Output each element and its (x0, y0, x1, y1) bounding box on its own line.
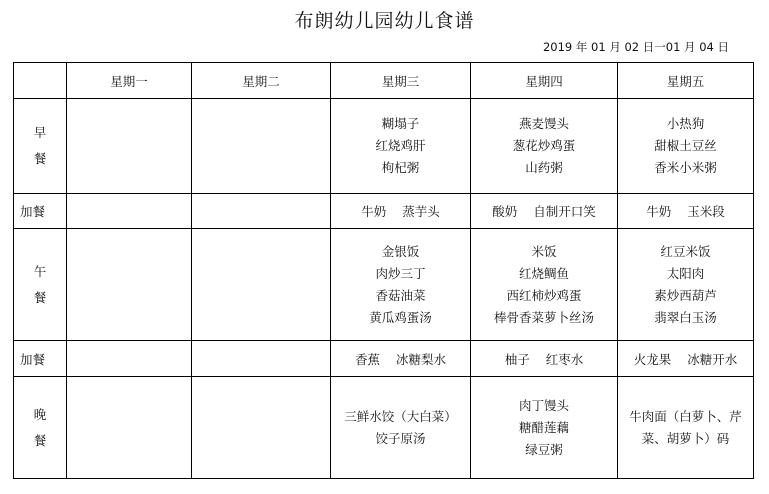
snack2-mon (67, 341, 192, 377)
menu-item: 牛奶 (361, 204, 387, 219)
snack1-mon (67, 194, 192, 229)
dinner-wed (331, 377, 471, 479)
menu-item: 太阳肉 (666, 265, 705, 281)
menu-item: 三鲜水饺（大白菜） (344, 408, 457, 424)
breakfast-tue (192, 99, 331, 194)
lunch-label: 午 餐 (14, 229, 67, 341)
menu-item: 金银饭 (381, 243, 420, 259)
menu-item: 糊塌子 (381, 116, 420, 131)
corner-cell (14, 63, 67, 99)
lunch-tue (192, 229, 331, 341)
snack1-label: 加餐 (14, 194, 67, 229)
day-header-wed: 星期三 (331, 63, 471, 99)
menu-item: 葱花炒鸡蛋 (512, 138, 576, 153)
menu-item: 香米小米粥 (654, 160, 717, 175)
day-header-tue: 星期二 (192, 63, 331, 99)
menu-item: 小热狗 (666, 116, 705, 131)
menu-item: 红烧鸡肝 (375, 138, 426, 153)
lunch-wed (331, 229, 471, 341)
menu-item: 牛肉面（白萝卜、芹菜、胡萝卜）码 (629, 408, 742, 446)
lunch-thu (471, 229, 618, 341)
snack1-thu (471, 194, 618, 229)
dinner-tue (192, 377, 331, 479)
day-header-thu: 星期四 (471, 63, 618, 99)
menu-item: 香蕉 (354, 351, 380, 367)
snack2-label: 加餐 (14, 341, 67, 377)
menu-item: 自制开口笑 (533, 204, 596, 219)
menu-item: 米饭 (531, 243, 557, 259)
menu-item: 枸杞粥 (381, 160, 420, 175)
breakfast-mon (67, 99, 192, 194)
snack2-wed (331, 341, 471, 377)
menu-item: 红烧鲷鱼 (518, 265, 569, 281)
lunch-row (14, 229, 754, 341)
dinner-mon (67, 377, 192, 479)
snack2-tue (192, 341, 331, 377)
menu-item: 酸奶 (492, 204, 518, 219)
snack1-row (14, 194, 754, 229)
dinner-thu (471, 377, 618, 479)
menu-table (13, 62, 754, 479)
menu-item: 蒸芋头 (402, 204, 440, 219)
menu-item: 翡翠白玉汤 (654, 309, 717, 325)
snack1-fri (618, 194, 754, 229)
date-range: 2019 年 01 月 02 日一01 月 04 日 (542, 40, 729, 54)
snack1-wed (331, 194, 471, 229)
menu-item: 棒骨香菜萝卜丝汤 (493, 309, 594, 325)
dinner-row (14, 377, 754, 479)
menu-item: 冰糖开水 (687, 351, 738, 367)
menu-item: 柚子 (504, 351, 530, 367)
menu-item: 冰糖梨水 (396, 351, 447, 367)
breakfast-wed (331, 99, 471, 194)
header-row (14, 63, 754, 99)
breakfast-label: 早 餐 (14, 99, 67, 194)
snack2-thu (471, 341, 618, 377)
menu-item: 糖醋莲藕 (518, 419, 569, 435)
menu-item: 肉丁馒头 (518, 397, 569, 413)
snack2-row (14, 341, 754, 377)
menu-item: 素炒西葫芦 (654, 287, 717, 303)
menu-item: 饺子原汤 (375, 430, 426, 446)
menu-item: 香菇油菜 (375, 287, 426, 303)
snack1-tue (192, 194, 331, 229)
snack2-fri (618, 341, 754, 377)
dinner-label: 晚 餐 (14, 377, 67, 479)
day-header-fri: 星期五 (618, 63, 754, 99)
breakfast-row (14, 99, 754, 194)
page-title: 布朗幼儿园幼儿食谱 (294, 10, 475, 32)
dinner-fri (618, 377, 754, 479)
lunch-fri (618, 229, 754, 341)
menu-item: 山药粥 (525, 160, 563, 175)
menu-item: 黄瓜鸡蛋汤 (369, 309, 432, 325)
menu-item: 绿豆粥 (525, 441, 563, 457)
menu-item: 西红柿炒鸡蛋 (506, 287, 582, 303)
menu-item: 火龙果 (633, 351, 672, 367)
lunch-mon (67, 229, 192, 341)
menu-item: 甜椒土豆丝 (654, 138, 717, 153)
menu-item: 燕麦馒头 (518, 116, 569, 131)
breakfast-thu (471, 99, 618, 194)
menu-item: 玉米段 (687, 204, 725, 219)
menu-item: 红豆米饭 (660, 243, 711, 259)
menu-item: 肉炒三丁 (375, 265, 426, 281)
day-header-mon: 星期一 (67, 63, 192, 99)
menu-item: 红枣水 (545, 351, 584, 367)
menu-item: 牛奶 (646, 204, 672, 219)
breakfast-fri (618, 99, 754, 194)
